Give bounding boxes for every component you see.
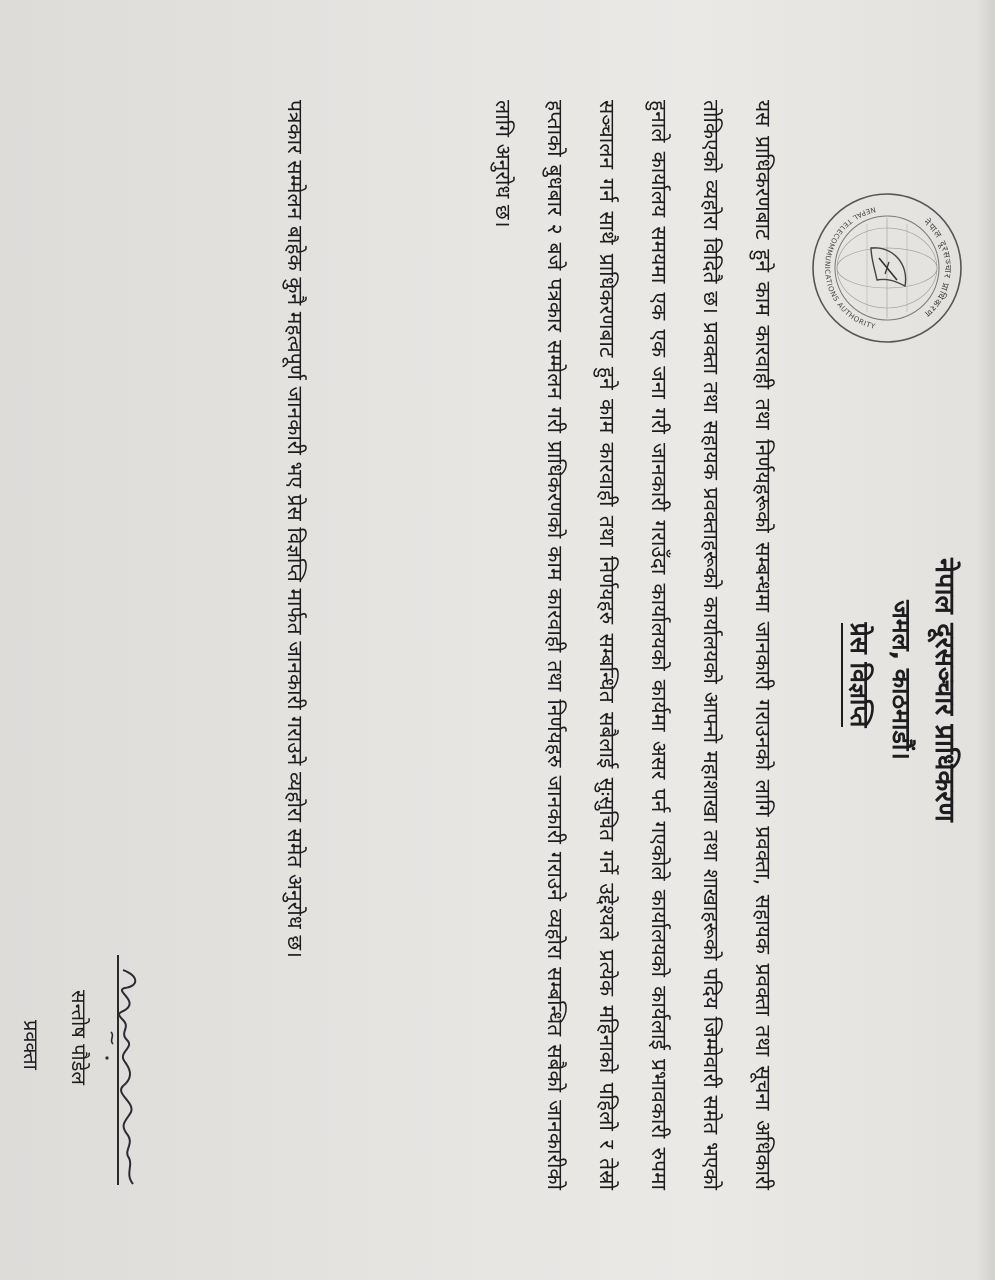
paragraph-1 [477, 100, 789, 1190]
authority-seal [807, 188, 967, 348]
org-name: नेपाल दूरसञ्चार प्राधिकरण [929, 558, 960, 822]
location: जमल, काठमाडौं। [887, 600, 916, 760]
conch-emblem-icon [807, 188, 967, 348]
handwritten-signature [103, 962, 153, 1202]
paragraph-1-text: यस प्राधिकरणबाट हुने काम कारवाही तथा निर्णयहरूको सम्बन्धमा जानकारी गराउनको लागि प्रवक्ता, सहायक प्रवक्ता तथा सूचना अधिकारी तोकिएको व्यहोरा विदितै छ। प्रवक्ता तथा सहायक प्रवक्ताहरूको कार्यालयको आफ्नो महाशाखा तथा शाखाहरूको पदिय जिम्मेवारी समेत भएको हुनाले कार्यालय समयमा एक एक जना गरी जानकारी गराउँदा कार्यालयको कार्यमा असर पर्न गएकोले कार्यालयको कार्यलाई प्रभावकारी रुपमा सञ्चालन गर्न साथै प्राधिकरणबाट हुने काम कारवाही तथा निर्णयहरु सम्बन्धित सबैलाई सुःसुचित गर्ने उद्देश्यले प्रत्येक महिनाको पहिलो र तेस्रो हप्ताको बुधबार २ बजे पत्रकार सम्मेलन गरी प्राधिकरणको काम कारवाही तथा निर्णयहरु जानकारी गराउने व्यहोरा सम्बन्धित सबैको जानकारीको लागि अनुरोध छ। [491, 100, 775, 1190]
paragraph-2 [269, 100, 321, 1190]
seal-text-en: NEPAL TELECOMMUNICATIONS AUTHORITY [822, 205, 877, 331]
signatory-name: सन्तोष पौडेल [67, 990, 91, 1085]
svg-text:NEPAL TELECOMMUNICATIONS AUTHO [823, 205, 877, 331]
signatory-title: प्रवक्ता [19, 1020, 43, 1070]
seal-text-np: नेपाल दूरसञ्चार प्राधिकरण [921, 217, 953, 319]
paragraph-2-text: पत्रकार सम्मेलन बाहेक कुनै महत्वपूर्ण जानकारी भए प्रेस विज्ञप्ति मार्फत जानकारी गराउने व्यहोरा समेत अनुरोध छ। [283, 100, 307, 958]
signature-line [117, 955, 119, 1185]
doc-title-text: प्रेस विज्ञप्ति [841, 623, 874, 728]
